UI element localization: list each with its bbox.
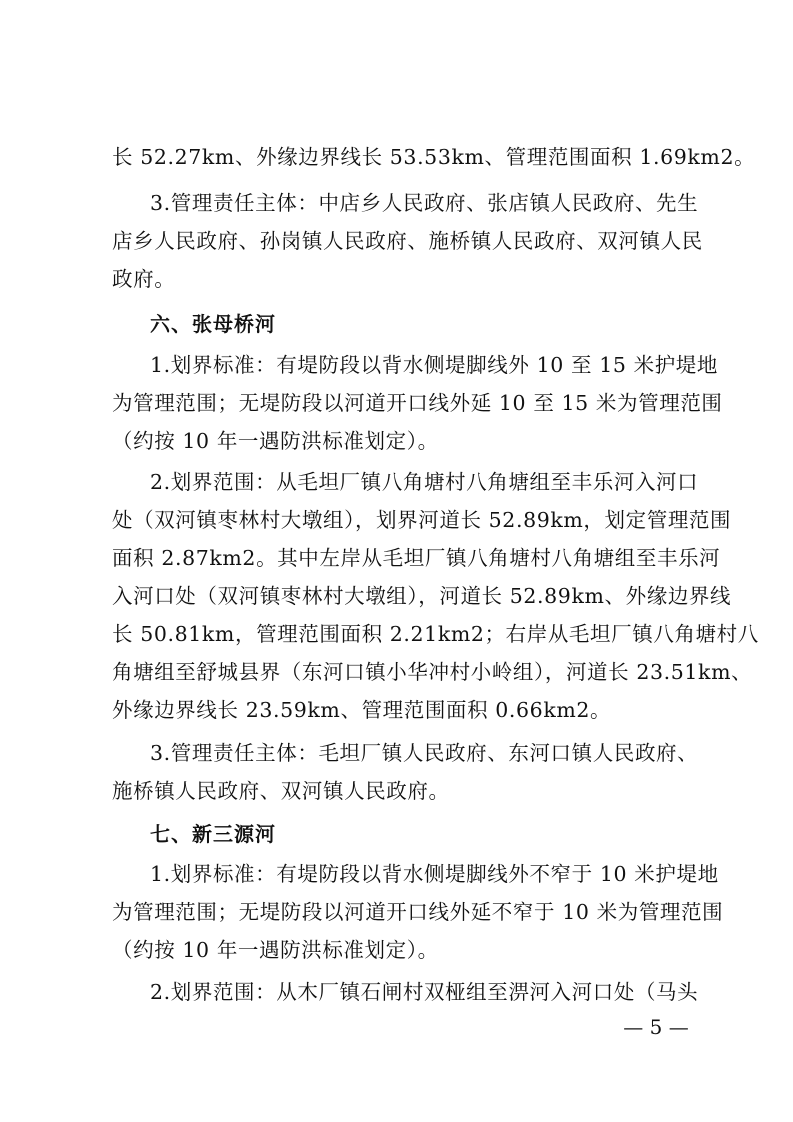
paragraph-line: 2.划界范围：从毛坦厂镇八角塘村八角塘组至丰乐河入河口	[150, 470, 699, 494]
paragraph-line: （约按 10 年一遇防洪标准划定）。	[112, 429, 439, 453]
paragraph-line: 面积 2.87km2。其中左岸从毛坦厂镇八角塘村八角塘组至丰乐河	[112, 546, 721, 570]
section-heading: 六、张母桥河	[150, 312, 276, 336]
body-line: 长 52.27km、外缘边界线长 53.53km、管理范围面积 1.69km2。	[112, 145, 756, 169]
paragraph-line: 1.划界标准：有堤防段以背水侧堤脚线外不窄于 10 米护堤地	[150, 862, 719, 886]
paragraph-line: 处（双河镇枣林村大墩组），划界河道长 52.89km，划定管理范围	[112, 508, 732, 532]
paragraph-line: 3.管理责任主体：毛坦厂镇人民政府、东河口镇人民政府、	[150, 741, 699, 765]
paragraph-line: 店乡人民政府、孙岗镇人民政府、施桥镇人民政府、双河镇人民	[112, 229, 703, 253]
paragraph-line: 2.划界范围：从木厂镇石闸村双桠组至淠河入河口处（马头	[150, 980, 699, 1004]
page-number: — 5 —	[623, 1015, 689, 1039]
paragraph-line: 长 50.81km，管理范围面积 2.21km2；右岸从毛坦厂镇八角塘村八	[112, 622, 759, 646]
section-heading: 七、新三源河	[150, 822, 276, 846]
paragraph-line: 角塘组至舒城县界（东河口镇小华冲村小岭组），河道长 23.51km、	[112, 660, 753, 684]
paragraph-line: 1.划界标准：有堤防段以背水侧堤脚线外 10 至 15 米护堤地	[150, 353, 718, 377]
paragraph-line: 政府。	[112, 267, 176, 291]
paragraph-line: 外缘边界线长 23.59km、管理范围面积 0.66km2。	[112, 698, 612, 722]
paragraph-line: （约按 10 年一遇防洪标准划定）。	[112, 938, 439, 962]
paragraph-line: 入河口处（双河镇枣林村大墩组），河道长 52.89km、外缘边界线	[112, 584, 732, 608]
paragraph-line: 3.管理责任主体：中店乡人民政府、张店镇人民政府、先生	[150, 191, 699, 215]
paragraph-line: 施桥镇人民政府、双河镇人民政府。	[112, 779, 450, 803]
paragraph-line: 为管理范围；无堤防段以河道开口线外延 10 至 15 米为管理范围	[112, 391, 723, 415]
paragraph-line: 为管理范围；无堤防段以河道开口线外延不窄于 10 米为管理范围	[112, 900, 724, 924]
